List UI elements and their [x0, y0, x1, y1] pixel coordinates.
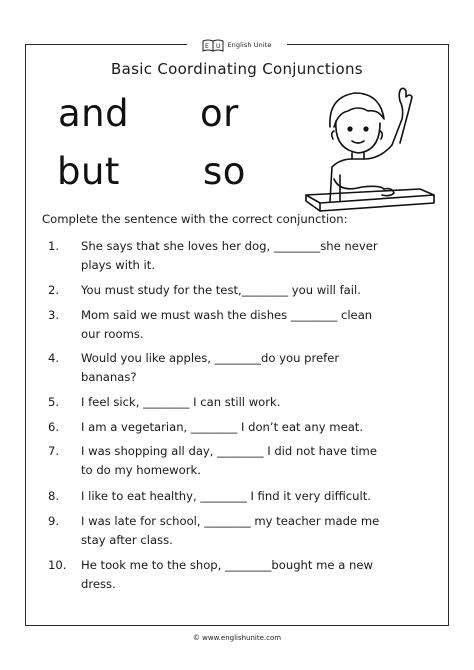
question-number: 1.	[48, 239, 60, 253]
question-line: He took me to the shop, ________bought me a new	[81, 558, 374, 572]
instruction-text: Complete the sentence with the correct conjunction:	[42, 212, 348, 226]
conjunction-so: so	[203, 150, 246, 193]
question-number: 2.	[48, 283, 60, 297]
question-line: Would you like apples, ________do you prefer	[81, 351, 340, 365]
question-line: Mom said we must wash the dishes ________ clean	[81, 308, 373, 322]
brand-name: English Unite	[227, 41, 272, 49]
question-number: 5.	[48, 395, 60, 409]
question-line: stay after class.	[81, 533, 173, 547]
question-line: our rooms.	[81, 327, 144, 341]
question-number: 8.	[48, 489, 60, 503]
question-line: You must study for the test,________ you will fail.	[81, 283, 361, 297]
question-line: I am a vegetarian, ________ I don’t eat any meat.	[81, 420, 364, 434]
question-number: 3.	[48, 308, 60, 322]
book-logo-icon	[202, 38, 224, 52]
boy-raising-hand-icon	[300, 83, 440, 213]
question-line: I like to eat healthy, ________ I find it very difficult.	[81, 489, 371, 503]
question-line: I was late for school, ________ my teacher made me	[81, 514, 380, 528]
question-line: plays with it.	[81, 258, 156, 272]
question-number: 6.	[48, 420, 60, 434]
conjunction-but: but	[57, 150, 120, 193]
question-number: 9.	[48, 514, 60, 528]
question-line: bananas?	[81, 370, 137, 384]
page-title: Basic Coordinating Conjunctions	[111, 60, 363, 78]
question-line: I was shopping all day, ________ I did not have time	[81, 444, 377, 458]
svg-text:E: E	[205, 43, 210, 50]
conjunction-or: or	[200, 92, 239, 135]
question-number: 10.	[48, 558, 67, 572]
brand-logo	[187, 36, 287, 54]
footer-copyright: © www.englishunite.com	[192, 634, 282, 642]
question-line: to do my homework.	[81, 463, 201, 477]
question-number: 7.	[48, 444, 60, 458]
question-line: dress.	[81, 577, 116, 591]
question-line: She says that she loves her dog, ________she never	[81, 239, 378, 253]
question-line: I feel sick, ________ I can still work.	[81, 395, 281, 409]
svg-text:U: U	[216, 43, 221, 50]
question-number: 4.	[48, 351, 60, 365]
conjunction-and: and	[58, 92, 130, 135]
